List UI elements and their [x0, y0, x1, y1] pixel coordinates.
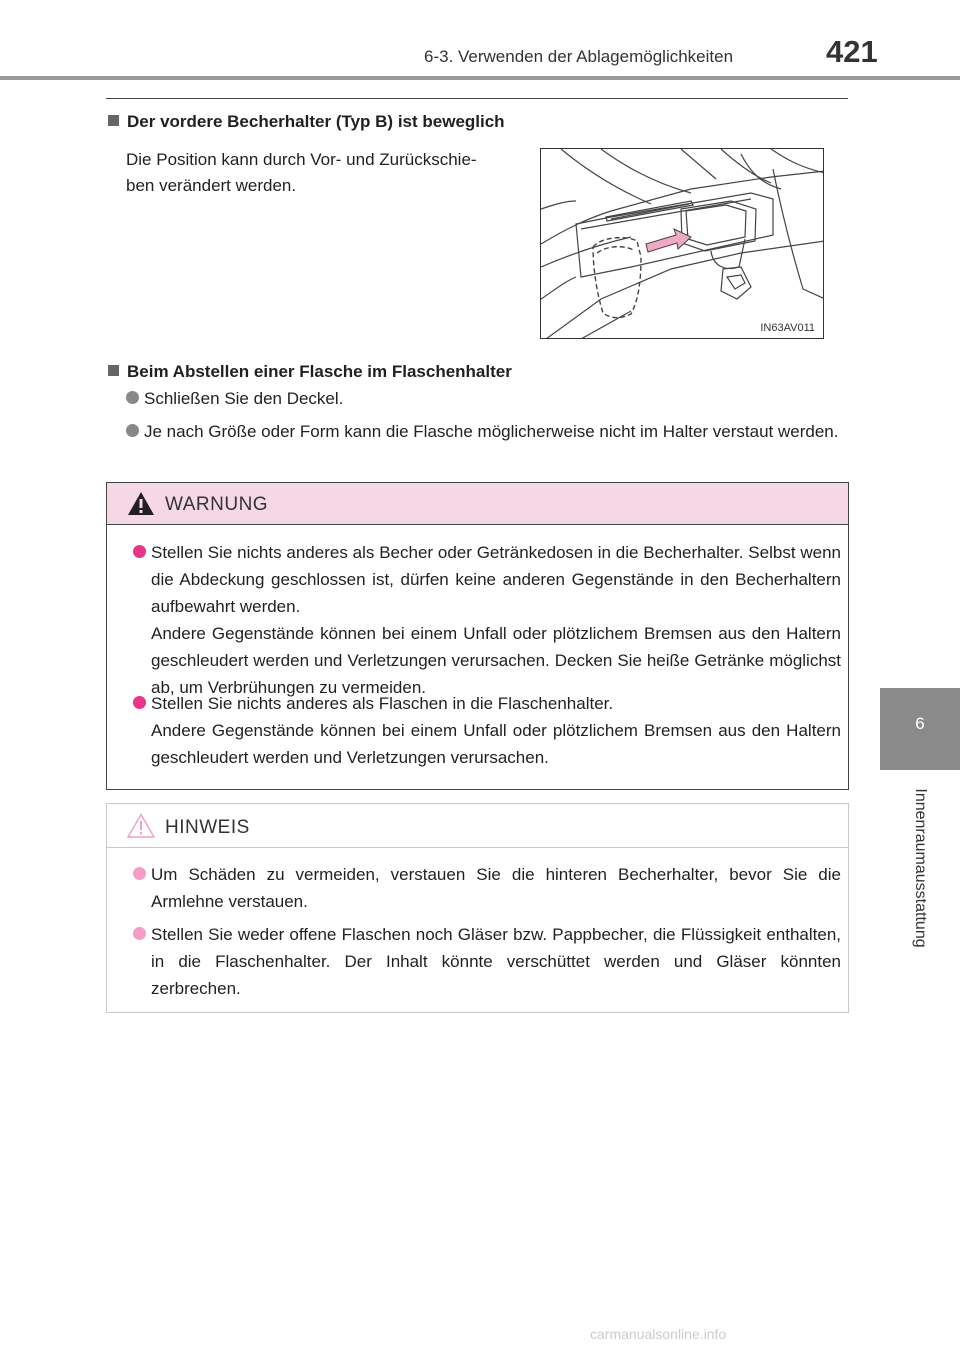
figure-code: IN63AV011	[760, 322, 815, 334]
notice-item-text: Um Schäden zu vermeiden, verstauen Sie die hinteren Becherhalter, bevor Sie die Armlehne verstauen.	[151, 865, 841, 911]
warning-box	[106, 482, 849, 790]
notice-title: HINWEIS	[165, 817, 250, 838]
chapter-tab-label-wrap	[880, 778, 960, 958]
square-bullet-icon	[108, 365, 119, 376]
warning-item	[151, 539, 841, 701]
warning-item-text: Andere Gegenstände können bei einem Unfall oder plötzlichem Bremsen aus den Haltern geschleudert werden und Verletzungen verursachen.	[151, 721, 841, 767]
notice-item	[151, 921, 841, 1002]
section-title-bottle	[108, 362, 512, 382]
bullet-dot-icon	[126, 391, 139, 404]
section1-text-line2: ben verändert werden.	[126, 176, 297, 195]
cup-holder-drawing	[541, 149, 824, 339]
bullet-dot-icon	[126, 424, 139, 437]
warning-item-text: Stellen Sie nichts anderes als Becher oder Getränkedosen in die Becherhalter. Selbst wenn die Abdeckung geschlossen ist, dürfen keine anderen Gegenstände in den Becherhaltern aufbewahrt werden.	[151, 543, 841, 616]
notice-header	[107, 804, 848, 848]
caution-triangle-icon	[127, 813, 155, 838]
warning-item	[151, 690, 841, 771]
watermark: carmanualsonline.info	[590, 1326, 727, 1342]
list-item-text: Schließen Sie den Deckel.	[144, 389, 344, 408]
chapter-title: 6-3. Verwenden der Ablagemöglichkeiten	[424, 47, 734, 66]
section1-text	[126, 147, 526, 199]
section-title-text: Der vordere Becherhalter (Typ B) ist beweglich	[127, 112, 505, 131]
list-item-text: Je nach Größe oder Form kann die Flasche möglicherweise nicht im Halter verstaut werden.	[144, 422, 839, 441]
warning-item-text: Andere Gegenstände können bei einem Unfall oder plötzlichem Bremsen aus den Haltern geschleudert werden und Verletzungen verursachen. Decken Sie heiße Getränke möglichst ab, um Verbrühungen zu vermeiden.	[151, 624, 841, 697]
bullet-dot-icon	[133, 867, 146, 880]
warning-item-text: Stellen Sie nichts anderes als Flaschen in die Flaschenhalter.	[151, 694, 614, 713]
section-title-text: Beim Abstellen einer Flasche im Flaschenhalter	[127, 362, 512, 381]
chapter-tab-label: Innenraumausstattung	[912, 788, 929, 948]
chapter-tab	[880, 688, 960, 770]
notice-item	[151, 861, 841, 915]
cup-holder-illustration	[540, 148, 824, 339]
header-rule	[0, 76, 960, 80]
section-rule	[106, 98, 848, 99]
chapter-tab-number: 6	[915, 714, 925, 733]
bullet-dot-icon	[133, 696, 146, 709]
notice-item-text: Stellen Sie weder offene Flaschen noch Gläser bzw. Pappbecher, die Flüssigkeit enthalten, in die Flaschenhalter. Der Inhalt könnte verschüttet werden und Gläser könnten zerbrechen.	[151, 925, 841, 998]
warning-title: WARNUNG	[165, 494, 269, 515]
square-bullet-icon	[108, 115, 119, 126]
list-item	[144, 385, 848, 412]
list-item	[144, 418, 848, 445]
section-title-cup-holder	[108, 112, 505, 132]
section1-text-line1: Die Position kann durch Vor- und Zurückschie-	[126, 150, 477, 169]
bullet-dot-icon	[133, 545, 146, 558]
bullet-dot-icon	[133, 927, 146, 940]
notice-box	[106, 803, 849, 1013]
page-header	[0, 0, 960, 80]
warning-header	[107, 483, 848, 525]
warning-triangle-icon	[127, 491, 155, 516]
page-number: 421	[826, 34, 878, 69]
